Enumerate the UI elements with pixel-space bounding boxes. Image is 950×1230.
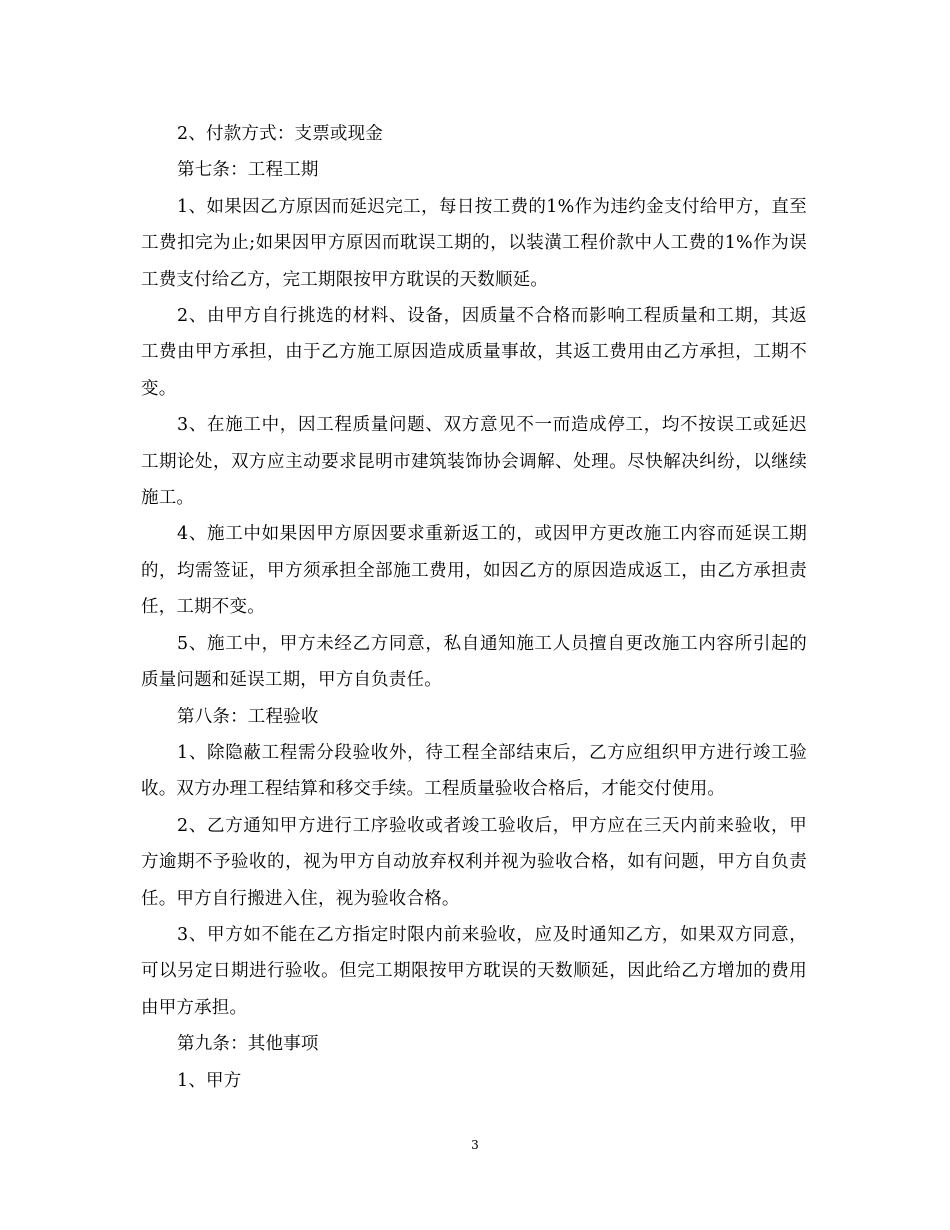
article-7-clause-2: 2、由甲方自行挑选的材料、设备，因质量不合格而影响工程质量和工期，其返工费由甲方承担，由于乙方施工原因造成质量事故，其返工费用由乙方承担，工期不变。 bbox=[141, 306, 807, 399]
article-7-clause-3: 3、在施工中，因工程质量问题、双方意见不一而造成停工，均不按误工或延迟工期论处，双方应主动要求昆明市建筑装饰协会调解、处理。尽快解决纠纷，以继续施工。 bbox=[141, 415, 807, 509]
document-body bbox=[141, 116, 807, 1099]
article-8-clause-3: 3、甲方如不能在乙方指定时限内前来验收，应及时通知乙方，如果双方同意，可以另定日期进行验收。但完工期限按甲方耽误的天数顺延，因此给乙方增加的费用由甲方承担。 bbox=[141, 924, 807, 1018]
payment-method-paragraph: 2、付款方式：支票或现金 bbox=[177, 124, 384, 144]
article-7-clause-5: 5、施工中，甲方未经乙方同意，私自通知施工人员擅自更改施工内容所引起的质量问题和延误工期，甲方自负责任。 bbox=[141, 633, 807, 691]
article-8-clause-1: 1、除隐蔽工程需分段验收外，待工程全部结束后，乙方应组织甲方进行竣工验收。双方办理工程结算和移交手续。工程质量验收合格后，才能交付使用。 bbox=[141, 742, 807, 800]
article-7-clause-4: 4、施工中如果因甲方原因要求重新返工的，或因甲方更改施工内容而延误工期的，均需签证，甲方须承担全部施工费用，如因乙方的原因造成返工，由乙方承担责任，工期不变。 bbox=[141, 524, 807, 618]
article-7-clause-1: 1、如果因乙方原因而延迟完工，每日按工费的1%作为违约金支付给甲方，直至工费扣完为止;如果因甲方原因而耽误工期的，以装潢工程价款中人工费的1%作为误工费支付给乙方，完工期限按甲方耽误的天数顺延。 bbox=[141, 196, 807, 290]
article-7-heading: 第七条：工程工期 bbox=[177, 160, 319, 181]
article-8-heading: 第八条：工程验收 bbox=[177, 706, 319, 727]
page-number: 3 bbox=[471, 1138, 479, 1152]
article-9-heading: 第九条：其他事项 bbox=[177, 1034, 319, 1055]
article-9-clause-1: 1、甲方 bbox=[177, 1070, 242, 1091]
article-8-clause-2: 2、乙方通知甲方进行工序验收或者竣工验收后，甲方应在三天内前来验收，甲方逾期不予验收的，视为甲方自动放弃权利并视为验收合格，如有问题，甲方自负责任。甲方自行搬进入住，视为验收合格。 bbox=[141, 815, 807, 909]
